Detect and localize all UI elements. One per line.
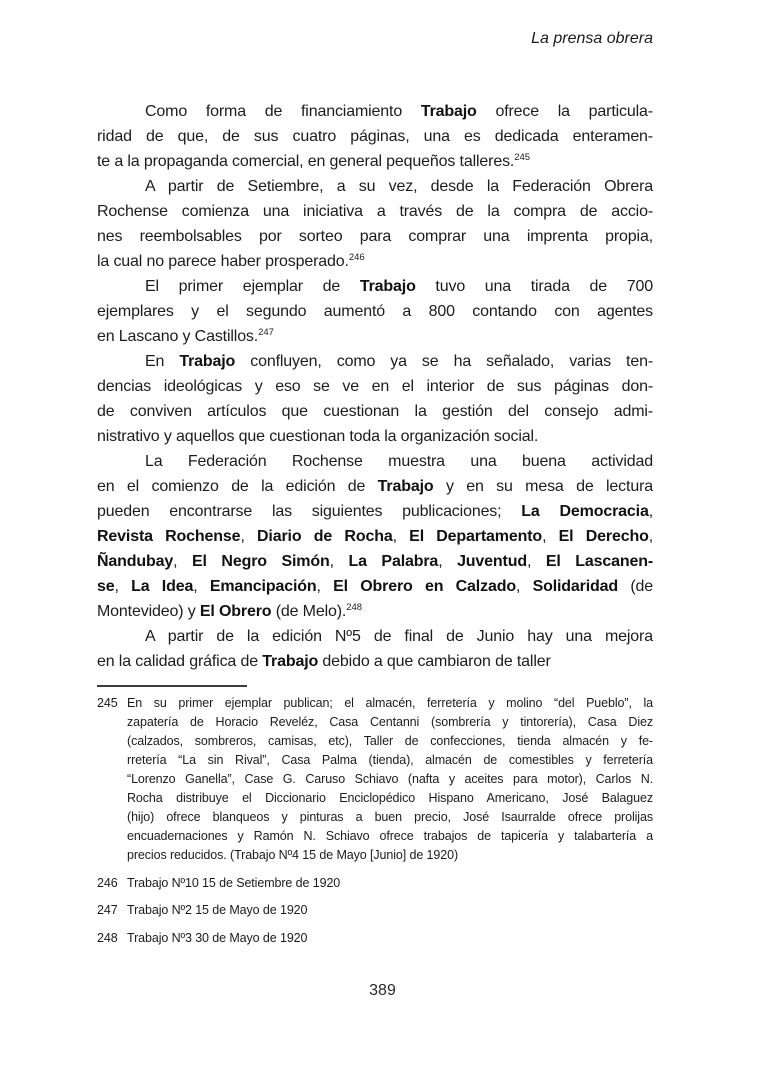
paragraphs-container: [97, 99, 653, 674]
text-line: Revista Rochense, Diario de Rocha, El Departamento, El Derecho,: [97, 528, 654, 545]
text-line: de conviven artículos que cuestionan la gestión del consejo admi-: [97, 403, 653, 420]
paragraph: [97, 449, 653, 624]
page-number: 389: [369, 982, 396, 999]
text-line: se, La Idea, Emancipación, El Obrero en Calzado, Solidaridad (de: [97, 578, 654, 595]
footnote-248: [97, 929, 653, 948]
text-line: en la calidad gráfica de Trabajo debido a que cambiaron de taller: [97, 653, 551, 670]
footnote-line: 248 Trabajo Nº3 30 de Mayo de 1920: [97, 929, 653, 948]
text-line: A partir de Setiembre, a su vez, desde la Federación Obrera: [145, 178, 653, 195]
footnote-line: 245 En su primer ejemplar publican; el almacén, ferretería y molino “del Pueblo”, la: [97, 694, 653, 713]
footnote-246: [97, 874, 653, 893]
footnote-number: 245: [97, 696, 118, 710]
footnote-separator: [97, 685, 247, 687]
footnote-line: 247 Trabajo Nº2 15 de Mayo de 1920: [97, 901, 653, 920]
body-text: [97, 99, 653, 956]
footnote-245: [97, 694, 653, 865]
text-line: en el comienzo de la edición de Trabajo y en su mesa de lectura: [97, 478, 653, 495]
text-line: en Lascano y Castillos.$^{247}$: [97, 327, 274, 345]
text-line: En Trabajo confluyen, como ya se ha señalado, varias ten-: [145, 353, 653, 370]
text-line: ridad de que, de sus cuatro páginas, una es dedicada enteramen-: [97, 128, 653, 145]
text-line: ejemplares y el segundo aumentó a 800 contando con agentes: [97, 303, 653, 320]
footnote-reference: 245: [514, 152, 531, 163]
footnote-line: (hijo) ofrece blanqueos y pinturas a buen precio, José Isaurralde ofrece prolijas: [127, 810, 653, 824]
footnote-line: 246 Trabajo Nº10 15 de Setiembre de 1920: [97, 874, 653, 893]
paragraph: [97, 349, 653, 449]
text-line: la cual no parece haber prosperado.$^{246}$: [97, 252, 365, 270]
footnote-reference: 246: [348, 252, 365, 263]
footnote-reference: 247: [258, 327, 274, 338]
text-line: Como forma de financiamiento Trabajo ofrece la particula-: [145, 103, 653, 120]
running-header: La prensa obrera: [531, 30, 653, 47]
text-line: Rochense comienza una iniciativa a través de la compra de accio-: [97, 203, 653, 220]
footnote-number: 248: [97, 930, 118, 945]
paragraph: [97, 99, 653, 174]
text-line: dencias ideológicas y eso se ve en el interior de sus páginas don-: [97, 378, 653, 395]
text-line: El primer ejemplar de Trabajo tuvo una tirada de 700: [145, 278, 654, 295]
paragraph: [97, 174, 653, 274]
text-line: pueden encontrarse las siguientes publicaciones; La Democracia,: [97, 503, 653, 520]
footnote-number: 246: [97, 875, 118, 890]
footnote-line: encuadernaciones y Ramón N. Schiavo ofrece trabajos de tapicería y talabartería a: [127, 829, 653, 843]
text-line: Montevideo) y El Obrero (de Melo).$^{248}$: [97, 602, 363, 620]
footnote-number: 247: [97, 903, 118, 917]
footnotes-section: [97, 694, 653, 948]
text-line: te a la propaganda comercial, en general pequeños talleres.$^{245}$: [97, 152, 531, 170]
text-line: A partir de la edición Nº5 de final de Junio hay una mejora: [145, 628, 653, 645]
footnote-247: [97, 901, 653, 920]
paragraph: [97, 624, 653, 674]
footnote-reference: 248: [346, 602, 363, 613]
text-line: La Federación Rochense muestra una buena actividad: [145, 453, 653, 470]
paragraph: [97, 274, 653, 349]
text-line: Ñandubay, El Negro Simón, La Palabra, Juventud, El Lascanen-: [97, 553, 654, 570]
text-line: nes reembolsables por sorteo para comprar una imprenta propia,: [97, 228, 653, 245]
footnote-line: (calzados, sombreros, camisas, etc), Taller de confecciones, tienda almacén y fe-: [127, 734, 653, 748]
footnote-line: zapatería de Horacio Reveléz, Casa Centanni (sombrería y tintorería), Casa Diez: [127, 715, 653, 729]
footnote-line: “Lorenzo Ganella”, Case G. Caruso Schiavo (nafta y aceites para motor), Carlos N.: [127, 772, 653, 786]
footnote-line: precios reducidos. (Trabajo Nº4 15 de Mayo [Junio] de 1920): [127, 848, 459, 862]
footnote-line: rretería “La sin Rival”, Casa Palma (tienda), almacén de comestibles y ferretería: [127, 753, 653, 767]
footnote-line: Rocha distribuye el Diccionario Enciclopédico Hispano Americano, José Balaguez: [127, 791, 653, 805]
text-line: nistrativo y aquellos que cuestionan toda la organización social.: [97, 428, 539, 445]
